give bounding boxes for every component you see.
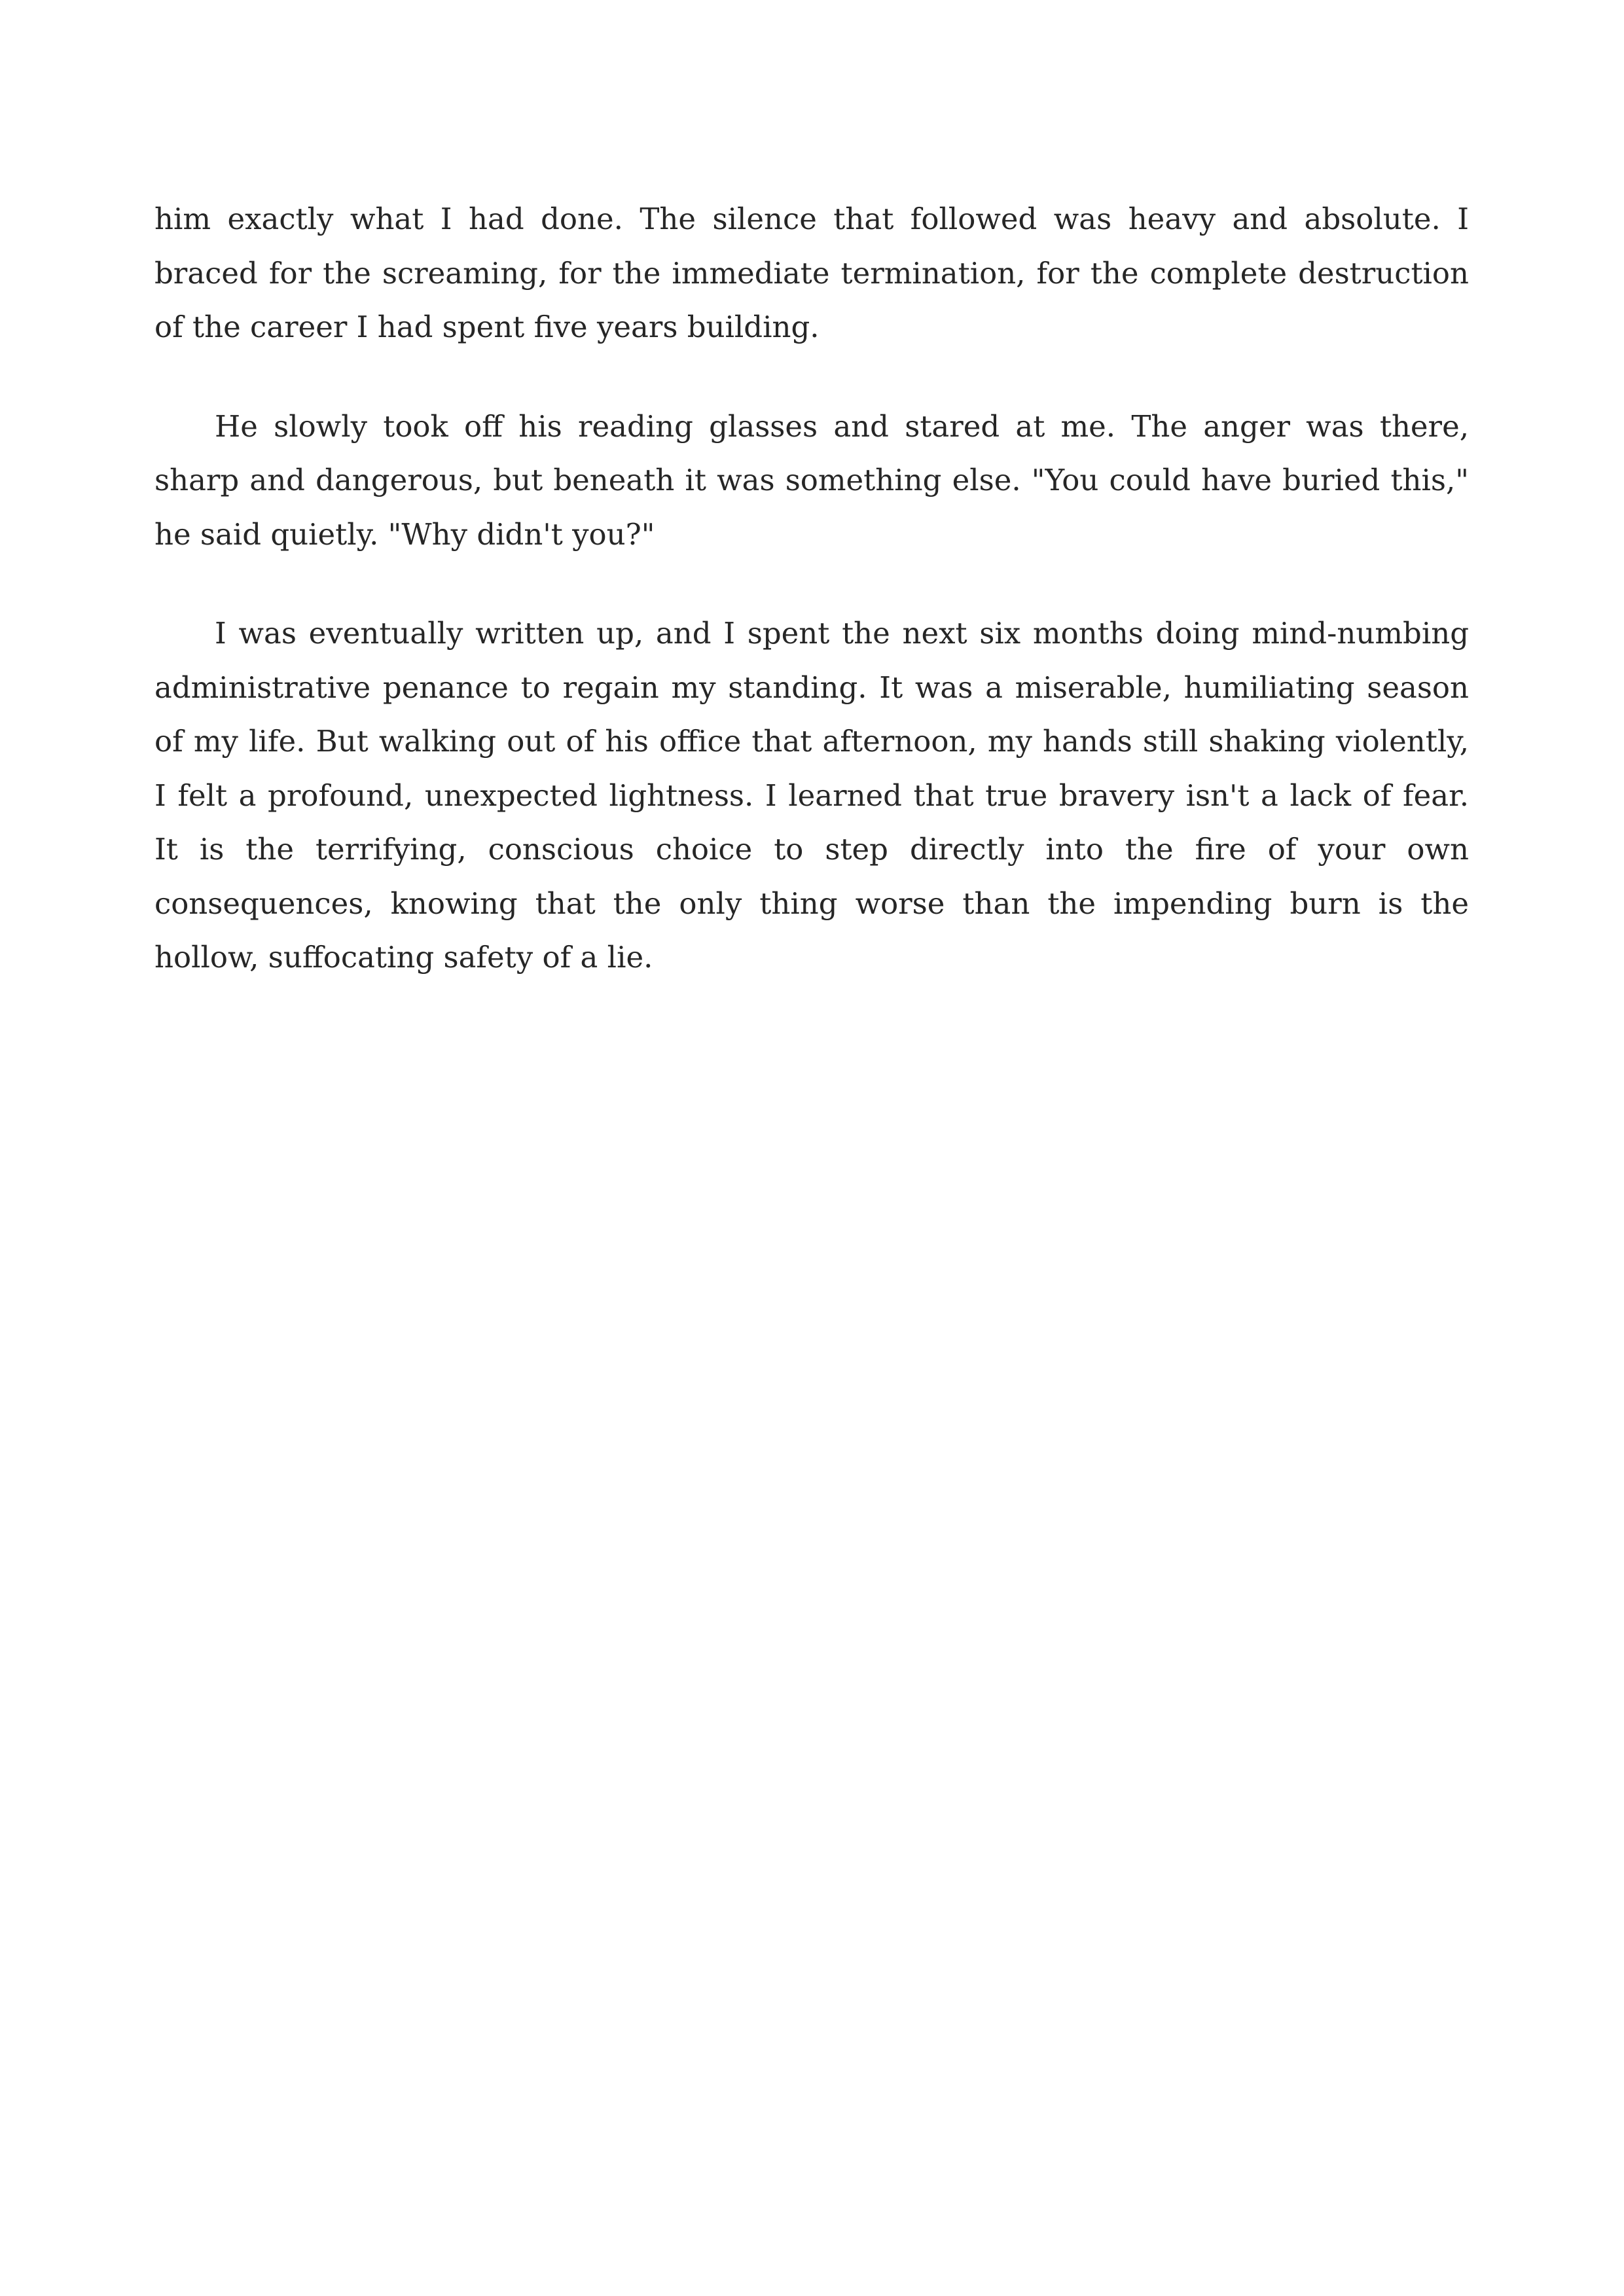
paragraph-continuation: him exactly what I had done. The silence that followed was heavy and absolute. I braced for the screaming, for the immediate termination, for the complete destruction of the career I had spent five years building. [154, 202, 1469, 344]
paragraph-bravery: I was eventually written up, and I spent the next six months doing mind-numbing administrative penance to regain my standing. It was a miserable, humiliating season of my life. But walking out of his office that afternoon, my hands still shaking violently, I felt a profound, unexpected lightness. I learned that true bravery isn't a lack of fear. It is the terrifying, conscious choice to step directly into the fire of your own consequences, knowing that the only thing worse than the impending burn is the hollow, suffocating safety of a lie. [154, 616, 1469, 975]
paragraph-reading-glasses: He slowly took off his reading glasses and stared at me. The anger was there, sharp and dangerous, but beneath it was something else. "You could have buried this," he said quietly. "Why didn't you?" [154, 408, 1469, 552]
document-body [154, 192, 1469, 1030]
